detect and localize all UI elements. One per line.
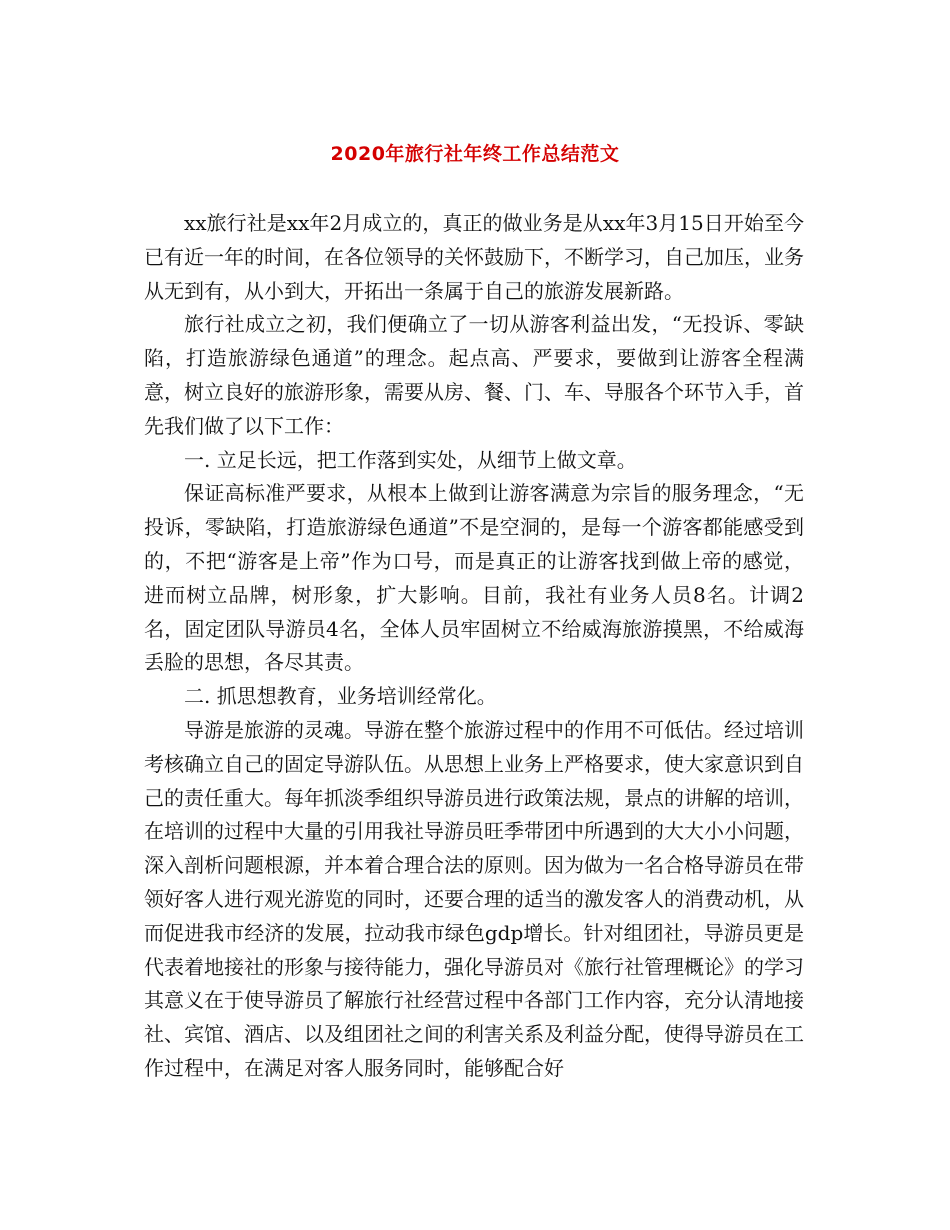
paragraph: 旅行社成立之初，我们便确立了一切从游客利益出发，“无投诉、零缺陷，打造旅游绿色通道”的理念。起点高、严要求，要做到让游客全程满意，树立良好的旅游形象，需要从房、餐、门、车、导服各个环节入手，首先我们做了以下工作： (144, 312, 804, 438)
paragraph: 导游是旅游的灵魂。导游在整个旅游过程中的作用不可低估。经过培训考核确立自己的固定导游队伍。从思想上业务上严格要求，使大家意识到自己的责任重大。每年抓淡季组织导游员进行政策法规，景点的讲解的培训，在培训的过程中大量的引用我社导游员旺季带团中所遇到的大大小小问题，深入剖析问题根源，并本着合理合法的原则。因为做为一名合格导游员在带领好客人进行观光游览的同时，还要合理的适当的激发客人的消费动机，从而促进我市经济的发展，拉动我市绿色gdp增长。针对组团社，导游员更是代表着地接社的形象与接待能力，强化导游员对《旅行社管理概论》的学习其意义在于使导游员了解旅行社经营过程中各部门工作内容，充分认清地接社、宾馆、酒店、以及组团社之间的利害关系及利益分配，使得导游员在工作过程中，在满足对客人服务同时，能够配合好 (144, 717, 804, 1080)
document-title: 2020年旅行社年终工作总结范文 (330, 143, 620, 165)
section-heading: 一. 立足长远，把工作落到实处，从细节上做文章。 (184, 447, 637, 472)
section-heading: 二. 抓思想教育，业务培训经常化。 (184, 684, 497, 709)
paragraph: xx旅行社是xx年2月成立的，真正的做业务是从xx年3月15日开始至今已有近一年的时间，在各位领导的关怀鼓励下，不断学习，自己加压，业务从无到有，从小到大，开拓出一条属于自己的旅游发展新路。 (144, 211, 804, 303)
paragraph: 保证高标准严要求，从根本上做到让游客满意为宗旨的服务理念，“无投诉，零缺陷，打造旅游绿色通道”不是空洞的，是每一个游客都能感受到的，不把“游客是上帝”作为口号，而是真正的让游客找到做上帝的感觉，进而树立品牌，树形象，扩大影响。目前，我社有业务人员8名。计调2名，固定团队导游员4名，全体人员牢固树立不给威海旅游摸黑，不给威海丢脸的思想，各尽其责。 (144, 481, 804, 675)
document-body (144, 207, 804, 1086)
